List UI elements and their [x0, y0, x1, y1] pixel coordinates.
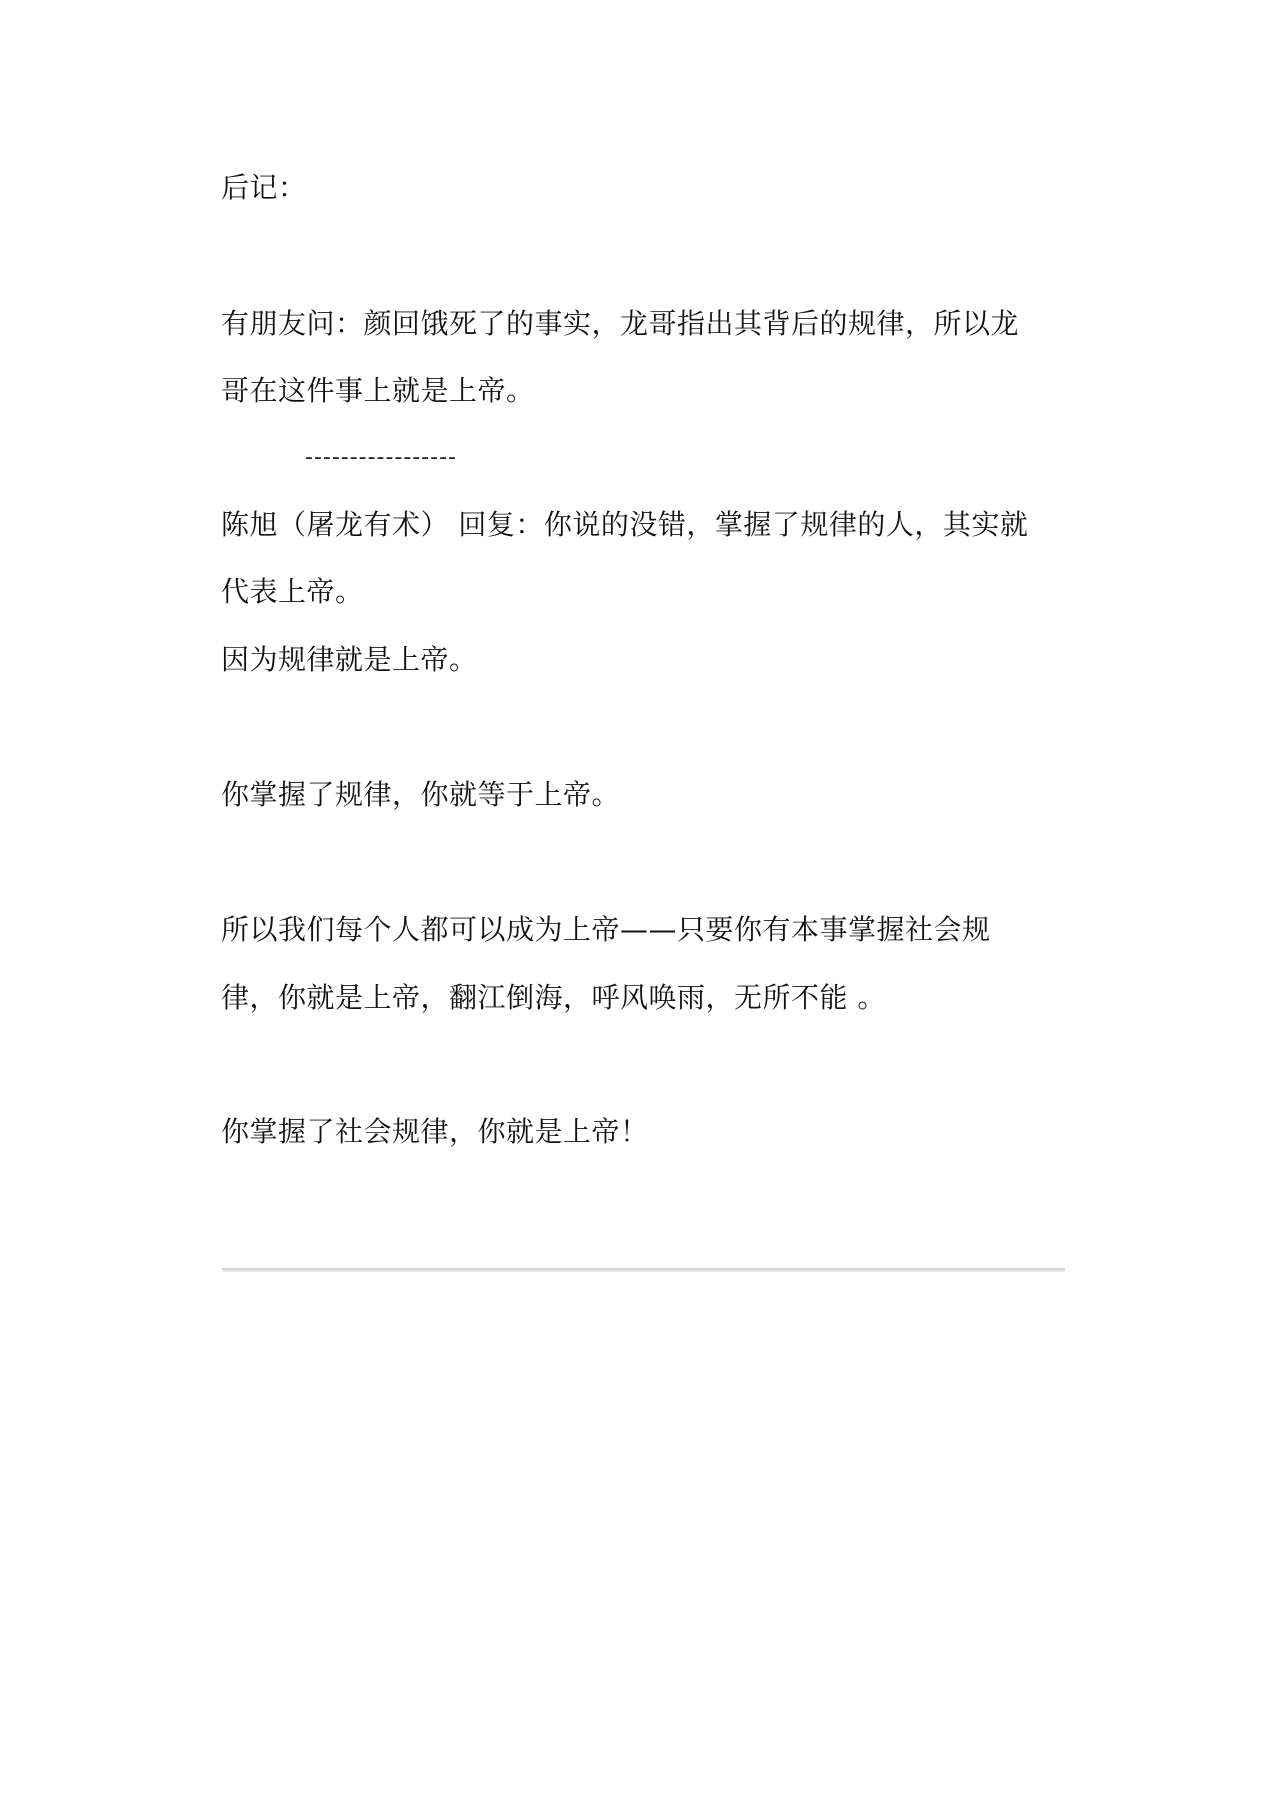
statement-2-line-1: 所以我们每个人都可以成为上帝——只要你有本事掌握社会规: [221, 913, 991, 946]
separator-dashes: -----------------: [305, 445, 457, 470]
reply-line-2: 代表上帝。: [221, 575, 364, 608]
afterword-heading: 后记：: [221, 171, 307, 204]
statement-2-line-2: 律，你就是上帝，翻江倒海，呼风唤雨，无所不能 。: [221, 981, 886, 1014]
closing-statement: 你掌握了社会规律，你就是上帝！: [221, 1115, 649, 1148]
question-line-2: 哥在这件事上就是上帝。: [221, 374, 535, 407]
question-line-1: 有朋友问：颜回饿死了的事实，龙哥指出其背后的规律，所以龙: [221, 307, 1020, 340]
statement-1: 你掌握了规律，你就等于上帝。: [221, 778, 621, 811]
horizontal-divider: [222, 1268, 1065, 1272]
reply-line-3: 因为规律就是上帝。: [221, 643, 478, 676]
reply-line-1: 陈旭（屠龙有术） 回复：你说的没错，掌握了规律的人，其实就: [221, 508, 1029, 541]
